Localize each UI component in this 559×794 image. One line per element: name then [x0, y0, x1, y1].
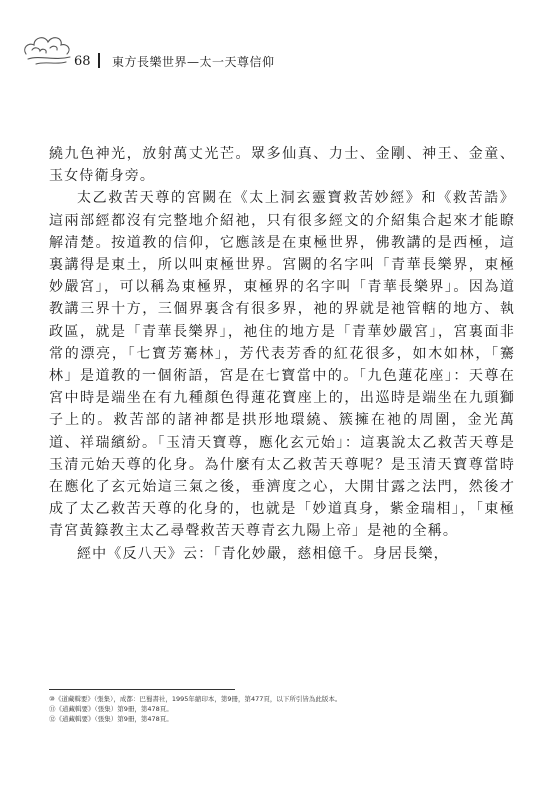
footnote: ⑫《道藏輯要》（張集）第9冊，第478頁。	[49, 715, 173, 723]
header-divider	[98, 53, 100, 68]
paragraph: 經中《反八天》云：「青化妙嚴，慈相億千。身居長樂，	[77, 545, 449, 562]
body-text	[49, 143, 515, 565]
footnote: ⑪《道藏輯要》（張集）第9冊，第478頁。	[49, 705, 173, 713]
running-title: 東方長樂世界—太一天尊信仰	[112, 55, 275, 69]
page-number: 68	[74, 54, 91, 69]
footnotes	[49, 694, 515, 724]
auspicious-cloud-icon	[20, 24, 82, 68]
paragraph: 太乙救苦天尊的宮闕在《太上洞玄靈寶救苦妙經》和《救苦誥》這兩部經都沒有完整地介紹祂，只有很多經文的介紹集合起來才能瞭解清楚。按道教的信仰，它應該是在東極世界，佛教講的是西極，這裏講得是東土，所以叫東極世界。宮闕的名字叫「青華長樂界，東極妙嚴宮」，可以稱為東極界，東極界的名字叫「青華長樂界」。因為道教講三界十方，三個界裏含有很多界，祂的界就是祂管轄的地方、執政區，就是「青華長樂界」，祂住的地方是「青華妙嚴宮」，宮裏面非常的漂亮，「七寶芳騫林」，芳代表芳香的紅花很多，如木如林，「騫林」是道教的一個術語，宮是在七寶當中的。「九色蓮花座」：天尊在宮中時是端坐在有九種顏色得蓮花寶座上的，出巡時是端坐在九頭獅子上的。救苦部的諸神都是拱形地環繞、簇擁在祂的周圍，金光萬道、祥瑞繽紛。「玉清天寶尊，應化玄元始」：這裏說太乙救苦天尊是玉清元始天尊的化身。為什麼有太乙救苦天尊呢？是玉清天寶尊當時在應化了玄元始這三氣之後，垂濟度之心，大開甘露之法門，然後才成了太乙救苦天尊的化身的，也就是「妙道真身，紫金瑞相」，「東極青宮黃籙教主太乙尋聲救苦天尊青玄九陽上帝」是祂的全稱。	[49, 190, 515, 540]
footnote-divider	[49, 689, 235, 690]
footnote: ⑩《道藏輯要》（張集），成都：巴蜀書社，1995年縮印本，第9冊，第477頁，以下所引皆為此版本。	[49, 695, 342, 703]
paragraph: 繞九色神光，放射萬丈光芒。眾多仙真、力士、金剛、神王、金童、玉女侍衛身旁。	[49, 146, 515, 185]
running-header	[0, 38, 559, 74]
